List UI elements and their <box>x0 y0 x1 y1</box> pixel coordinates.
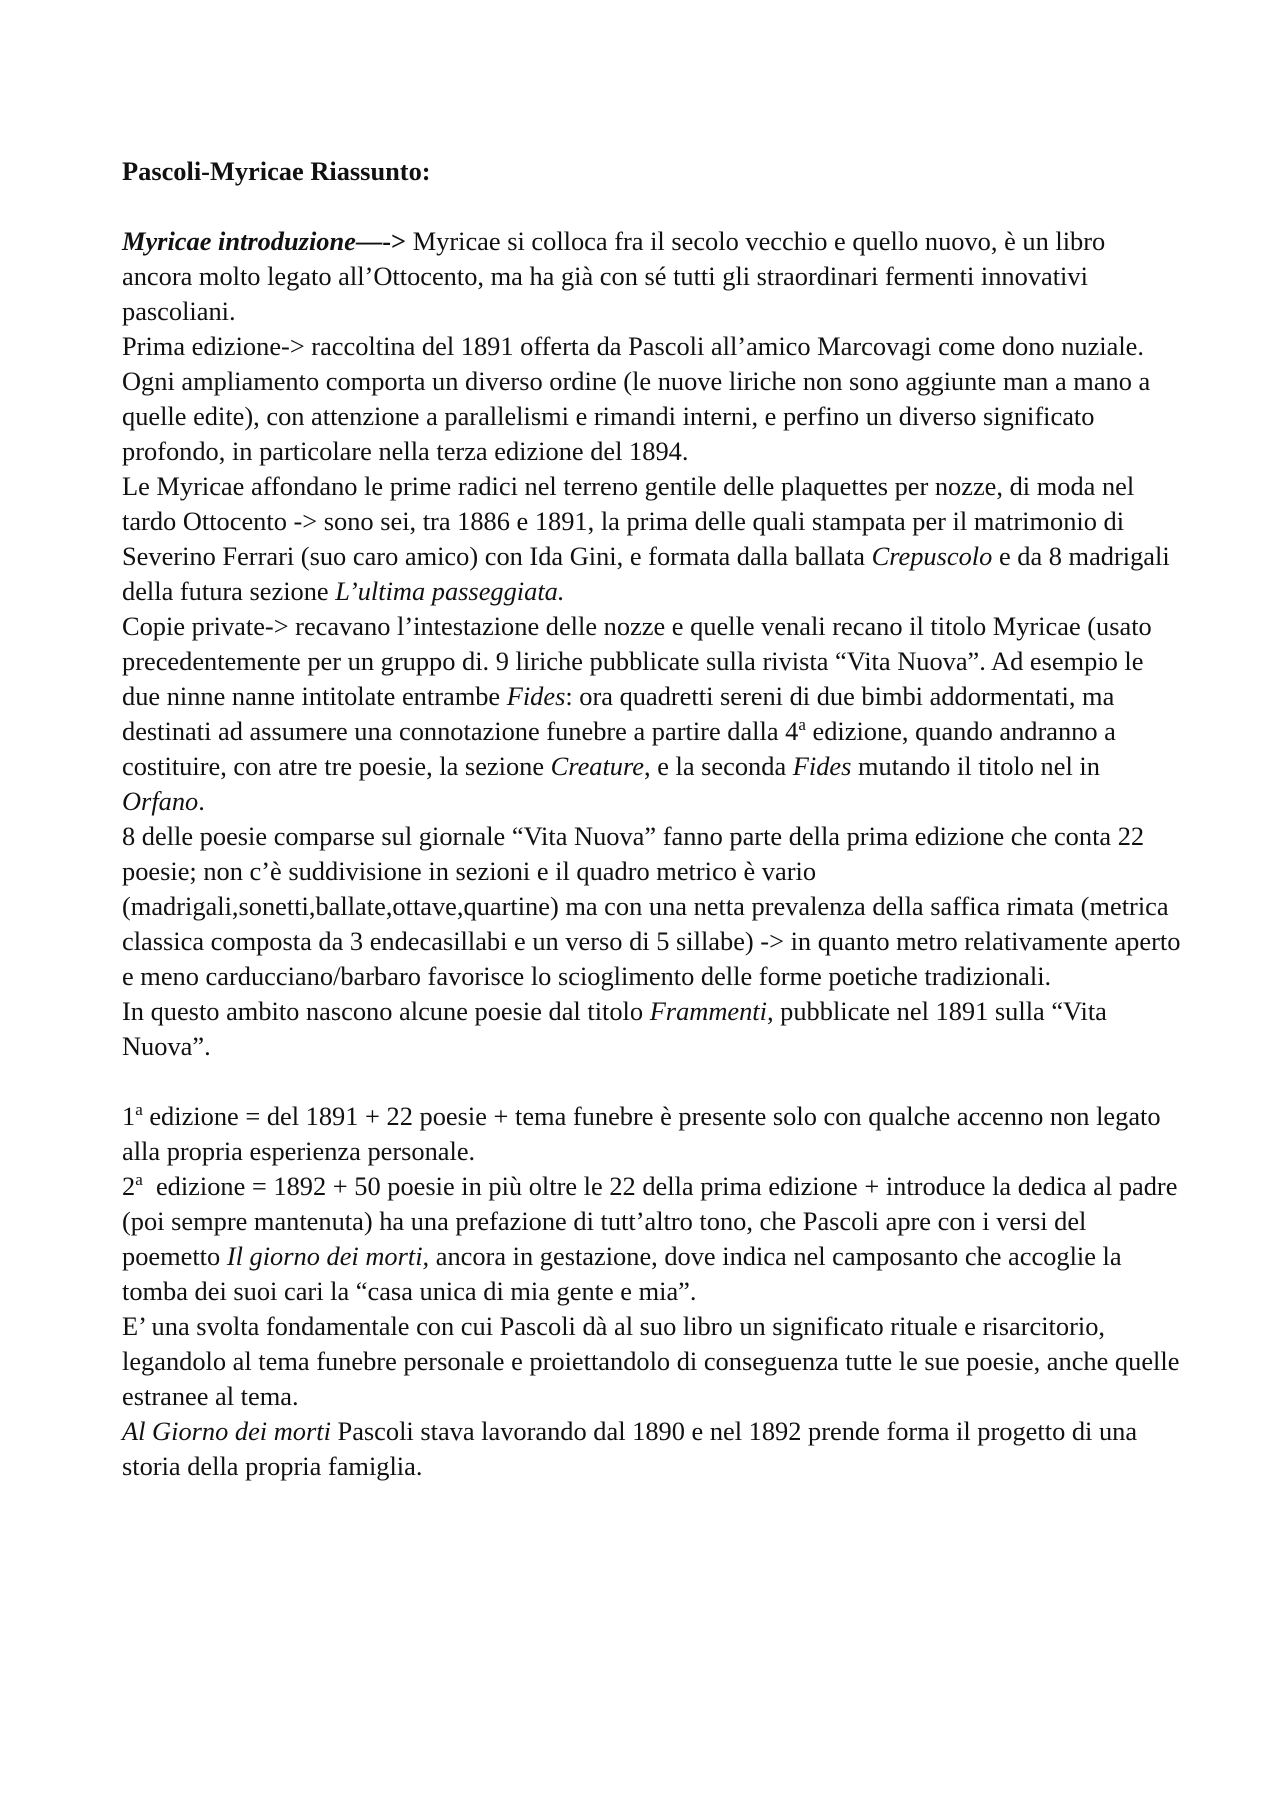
text-span: Le Myricae affondano le prime radici nel terreno gentile delle plaquettes per nozze, di moda nel tardo Ottocento -> sono sei, tra 1886 e 1891, la prima delle quali stampata per il matrimonio di Severino Ferrari (suo caro amico) con Ida Gini, e formata dalla ballata <box>122 471 1141 571</box>
text-span: pubblicate nel 1891 sulla “Vita Nuova”. <box>122 996 1114 1061</box>
paragraph-introduction <box>122 224 1182 329</box>
paragraph-prima-edizione: Prima edizione-> raccoltina del 1891 offerta da Pascoli all’amico Marcovagi come dono nuziale. <box>122 331 1144 361</box>
paragraph-vita-nuova: 8 delle poesie comparse sul giornale “Vita Nuova” fanno parte della prima edizione che conta 22 poesie; non c’è suddivisione in sezioni e il quadro metrico è vario (madrigali,sonetti,ballate,ottave,quartine) ma con una netta prevalenza della saffica rimata (metrica classica composta da 3 endecasillabi e un verso di 5 sillabe) -> in quanto metro relativamente aperto e meno carducciano/barbaro favorisce lo scioglimento delle forme poetiche tradizionali. <box>122 821 1188 991</box>
paragraph-copie-private <box>122 609 1182 819</box>
italic-title: Orfano <box>122 786 199 816</box>
italic-title: Il giorno dei morti, <box>226 1241 430 1271</box>
paragraph-seconda-edizione <box>122 1169 1185 1309</box>
text-span: edizione, quando andranno a costituire, con atre tre poesie, la sezione <box>122 716 1123 781</box>
paragraph-prima-edizione-summary <box>122 1099 1182 1169</box>
intro-arrow: —-> <box>355 226 407 256</box>
paragraph-giorno-dei-morti <box>122 1414 1182 1484</box>
text-span: e da 8 madrigali della futura sezione <box>122 541 1177 606</box>
text-span: . <box>198 786 205 816</box>
paragraph-svolta: E’ una svolta fondamentale con cui Pascoli dà al suo libro un significato rituale e risarcitorio, legandolo al tema funebre personale e proiettandolo di conseguenza tutte le sue poesie, anche quelle estranee al tema. <box>122 1311 1187 1411</box>
edition-number: 2 <box>122 1171 136 1201</box>
italic-title: L’ultima passeggiata. <box>335 576 565 606</box>
paragraph-radici <box>122 469 1182 609</box>
document-page <box>122 154 1188 1484</box>
superscript: a <box>135 1099 143 1119</box>
superscript: a <box>798 714 806 734</box>
intro-text: Myricae si colloca fra il secolo vecchio e quello nuovo, è un libro ancora molto legato all’Ottocento, ma ha già con sé tutti gli straordinari fermenti innovativi pascoliani. <box>122 226 1112 326</box>
italic-title: Fides <box>506 681 566 711</box>
italic-title: Fides <box>792 751 852 781</box>
superscript: a <box>135 1169 143 1189</box>
italic-title: Crepuscolo <box>871 541 993 571</box>
text-span: Copie private-> recavano l’intestazione delle nozze e quelle venali recano il titolo Myricae (usato precedentemente per un gruppo di. 9 liriche pubblicate sulla rivista “Vita Nuova”. Ad esempio le due ninne nanne intitolate entrambe <box>122 611 1159 711</box>
spacer <box>122 1064 1182 1099</box>
text-span: Pascoli stava lavorando dal 1890 e nel 1892 prende forma il progetto di una storia della propria famiglia. <box>122 1416 1144 1481</box>
text-span: mutando il titolo nel in <box>851 751 1107 781</box>
spacer <box>122 189 1182 224</box>
text-span: edizione = del 1891 + 22 poesie + tema funebre è presente solo con qualche accenno non legato alla propria esperienza personale. <box>122 1101 1168 1166</box>
text-span: ancora in gestazione, dove indica nel camposanto che accoglie la tomba dei suoi cari la “casa unica di mia gente e mia”. <box>122 1241 1129 1306</box>
intro-lead: Myricae introduzione <box>122 226 356 256</box>
text-span: : ora quadretti sereni di due bimbi addormentati, ma destinati ad assumere una connotazione funebre a partire dalla 4 <box>122 681 1121 746</box>
paragraph-ampliamento: Ogni ampliamento comporta un diverso ordine (le nuove liriche non sono aggiunte man a mano a quelle edite), con attenzione a parallelismi e rimandi interni, e perfino un diverso significato profondo, in particolare nella terza edizione del 1894. <box>122 366 1157 466</box>
paragraph-frammenti <box>122 994 1182 1064</box>
italic-title: Al Giorno dei morti <box>122 1416 331 1446</box>
text-span: edizione = 1892 + 50 poesie in più oltre le 22 della prima edizione + introduce la dedica al padre (poi sempre mantenuta) ha una prefazione di tutt’altro tono, che Pascoli apre con i versi del poemetto <box>122 1171 1185 1271</box>
text-span: In questo ambito nascono alcune poesie dal titolo <box>122 996 650 1026</box>
italic-title: Creature <box>550 751 645 781</box>
edition-number: 1 <box>122 1101 136 1131</box>
document-title: Pascoli-Myricae Riassunto: <box>122 156 431 186</box>
text-span: , e la seconda <box>644 751 793 781</box>
italic-title: Frammenti, <box>649 996 774 1026</box>
